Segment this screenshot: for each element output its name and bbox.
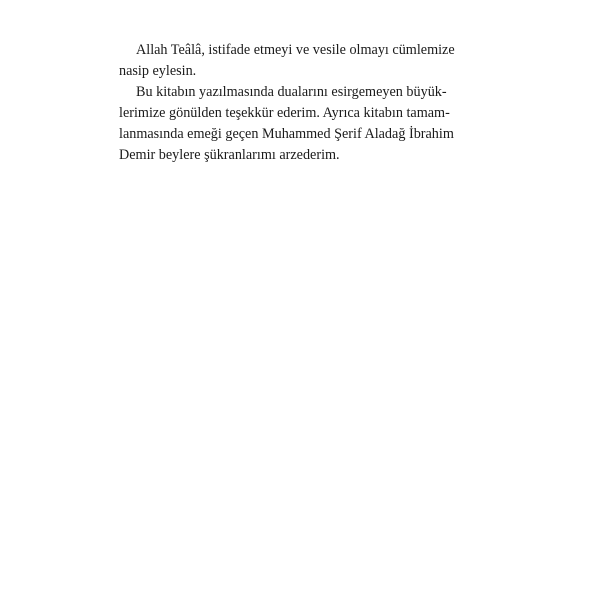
paragraph-2-line-1: Bu kitabın yazılmasında dualarını esirgemeyen büyük- (136, 84, 447, 100)
paragraph-1 (119, 40, 484, 82)
paragraph-2-line-2: lerimize gönülden teşekkür ederim. Ayrıca kitabın tamam- (119, 105, 450, 121)
paragraph-1-line-1: Allah Teâlâ, istifade etmeyi ve vesile olmayı cümlemize (136, 42, 455, 58)
paragraph-1-line-2: nasip eylesin. (119, 63, 197, 79)
paragraph-2-line-4: Demir beylere şükranlarımı arzederim. (119, 147, 340, 163)
body-text (119, 40, 484, 166)
paragraph-2 (119, 82, 484, 166)
paragraph-2-line-3: lanmasında emeği geçen Muhammed Şerif Aladağ İbrahim (119, 126, 454, 142)
